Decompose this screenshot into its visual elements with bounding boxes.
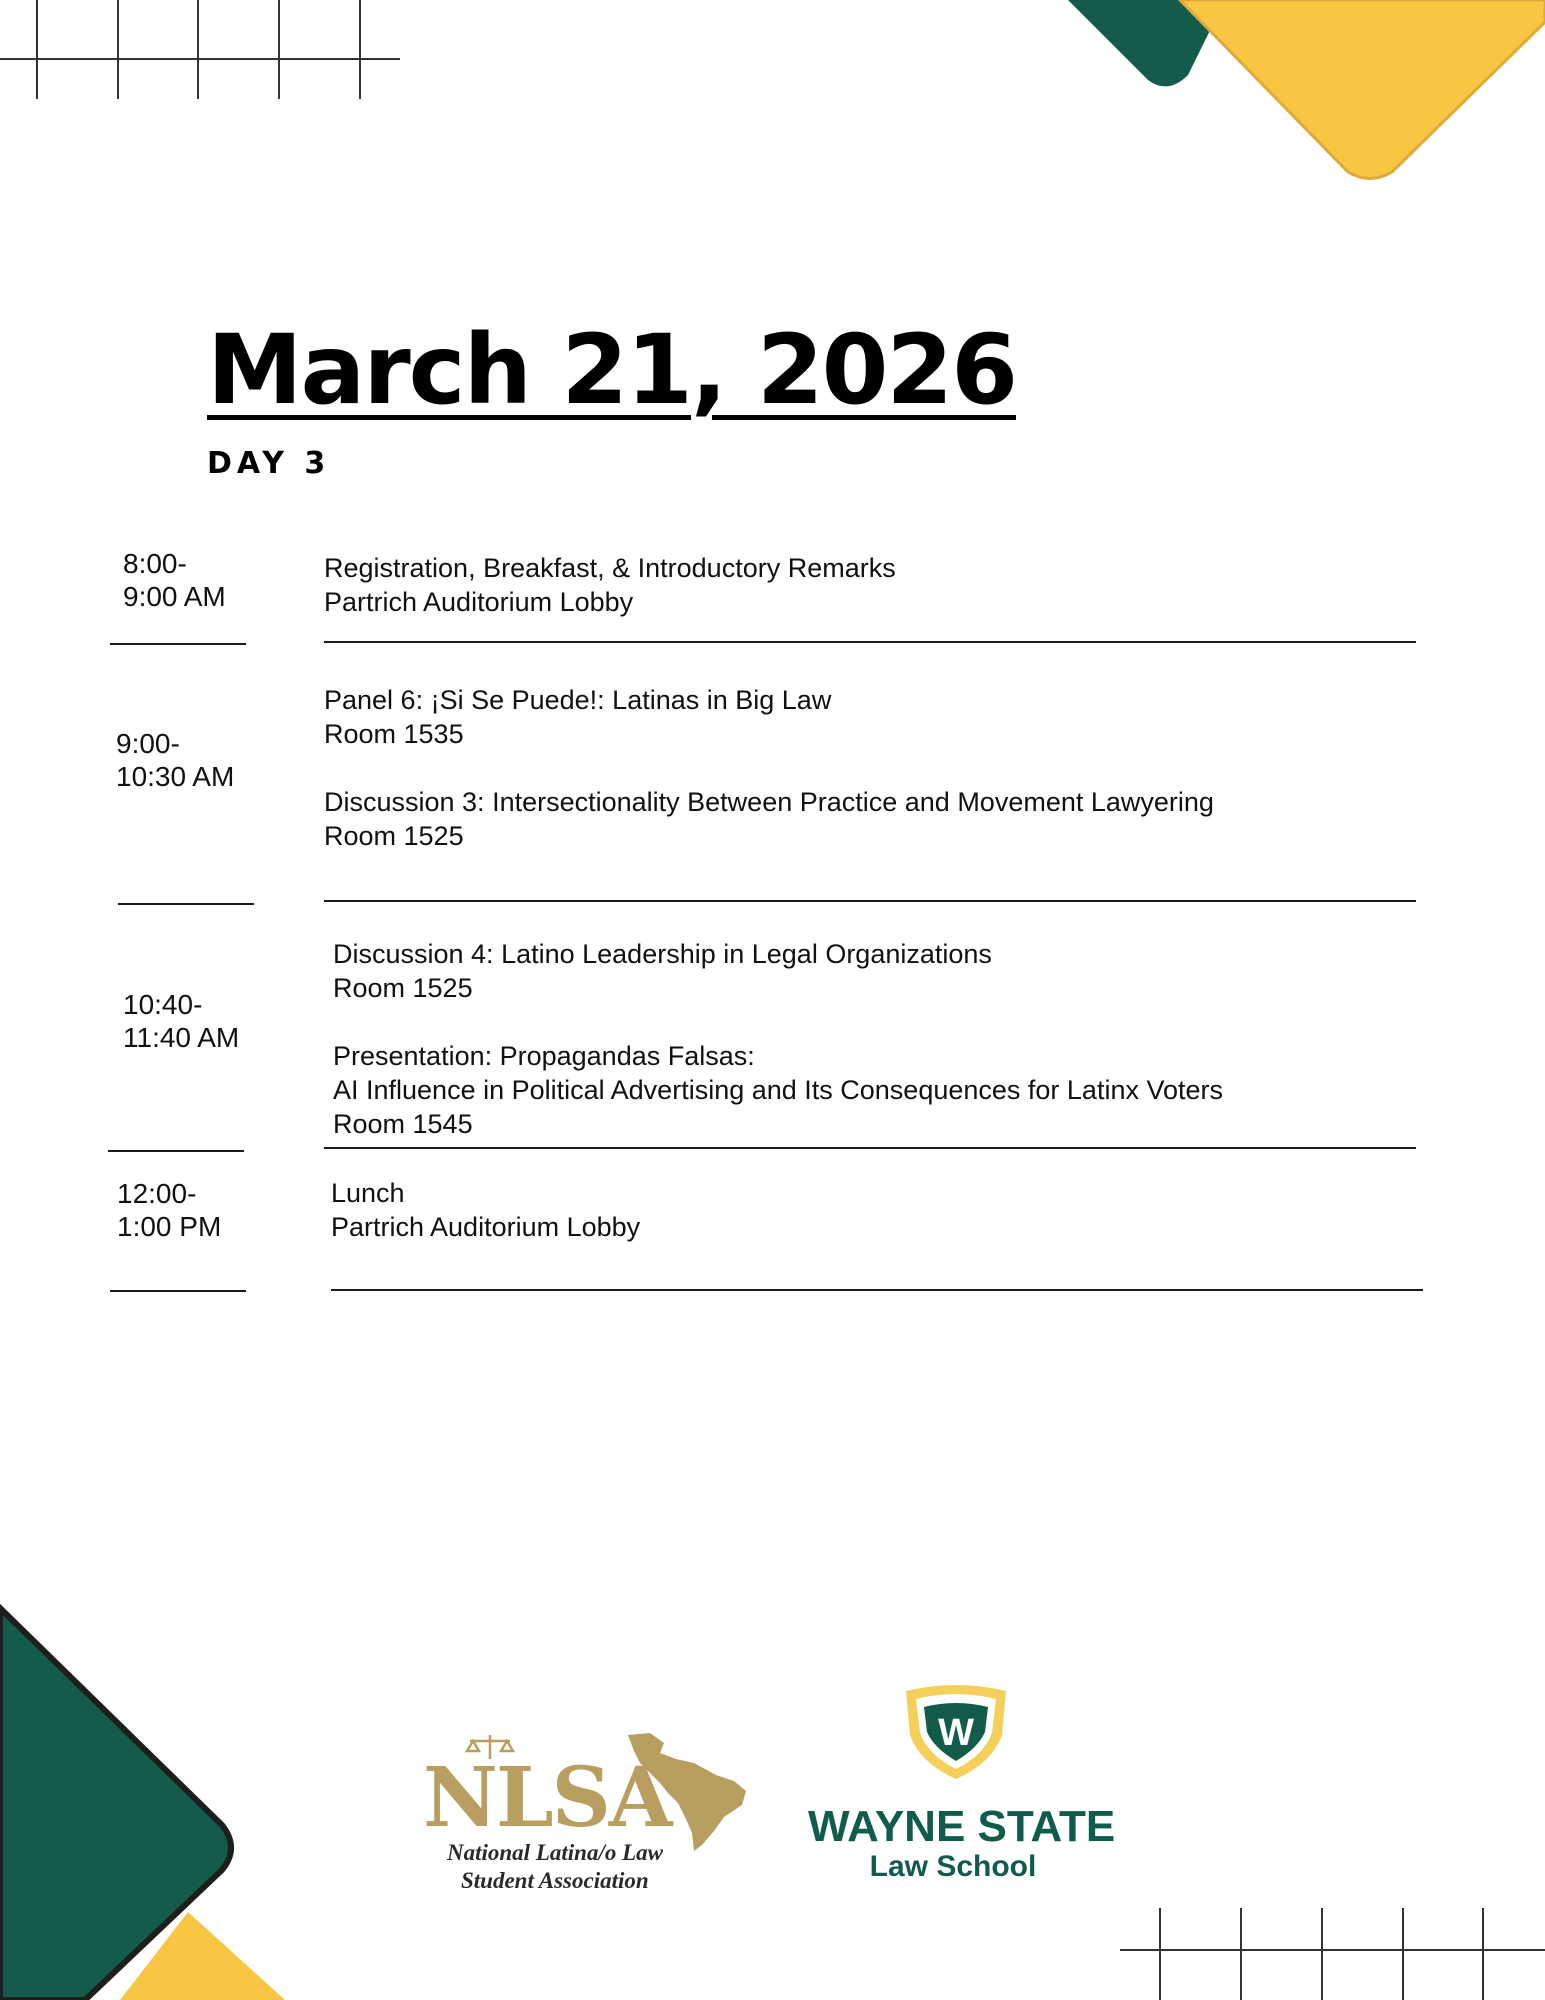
event-title: Discussion 4: Latino Leadership in Legal Organizations xyxy=(333,939,992,969)
date-title: March 21, 2026 xyxy=(207,314,1016,426)
event-location: Room 1525 xyxy=(324,821,464,851)
event-divider xyxy=(324,1147,1416,1149)
nlsa-logo xyxy=(405,1735,755,1900)
time-end: 1:00 PM xyxy=(117,1211,222,1242)
wayne-state-shield-icon xyxy=(902,1685,1010,1781)
event-location: Partrich Auditorium Lobby xyxy=(331,1212,641,1242)
time-divider xyxy=(118,903,254,905)
event-title: Registration, Breakfast, & Introductory Remarks xyxy=(324,553,896,583)
time-end: 9:00 AM xyxy=(123,581,226,612)
event-location: Partrich Auditorium Lobby xyxy=(324,587,634,617)
nlsa-wordmark: NLSA xyxy=(423,1750,671,1846)
time-start: 8:00- xyxy=(123,548,187,579)
time-end: 11:40 AM xyxy=(123,1022,240,1053)
grid-top-left xyxy=(0,0,400,99)
nlsa-subtitle-line2: Student Association xyxy=(461,1868,649,1893)
yellow-diamond-top-right xyxy=(1180,0,1545,179)
nlsa-subtitle-line1: National Latina/o Law xyxy=(447,1840,663,1865)
event-title: Panel 6: ¡Si Se Puede!: Latinas in Big Law xyxy=(324,685,832,715)
law-school-subtitle: Law School xyxy=(869,1850,1037,1883)
day-label: DAY 3 xyxy=(207,446,331,481)
event-location: Room 1535 xyxy=(324,719,464,749)
wayne-state-title: WAYNE STATE xyxy=(808,1802,1116,1851)
event-divider xyxy=(331,1289,1423,1291)
time-divider xyxy=(110,643,246,645)
wayne-state-logo xyxy=(808,1685,1116,1895)
grid-bottom-right xyxy=(1120,1908,1545,2000)
event-subtitle: AI Influence in Political Advertising and Its Consequences for Latinx Voters xyxy=(333,1075,1224,1105)
time-divider xyxy=(110,1290,246,1292)
time-divider xyxy=(108,1150,244,1152)
event-location: Room 1525 xyxy=(333,973,473,1003)
event-location: Room 1545 xyxy=(333,1109,473,1139)
time-start: 12:00- xyxy=(117,1178,197,1209)
event-title: Presentation: Propagandas Falsas: xyxy=(333,1041,755,1071)
time-end: 10:30 AM xyxy=(116,761,235,792)
event-divider xyxy=(324,641,1416,643)
shield-letter: W xyxy=(938,1712,974,1754)
event-title: Lunch xyxy=(331,1178,405,1208)
time-start: 9:00- xyxy=(116,728,180,759)
time-start: 10:40- xyxy=(123,989,203,1020)
event-title: Discussion 3: Intersectionality Between Practice and Movement Lawyering xyxy=(324,787,1214,817)
event-divider xyxy=(324,900,1416,902)
